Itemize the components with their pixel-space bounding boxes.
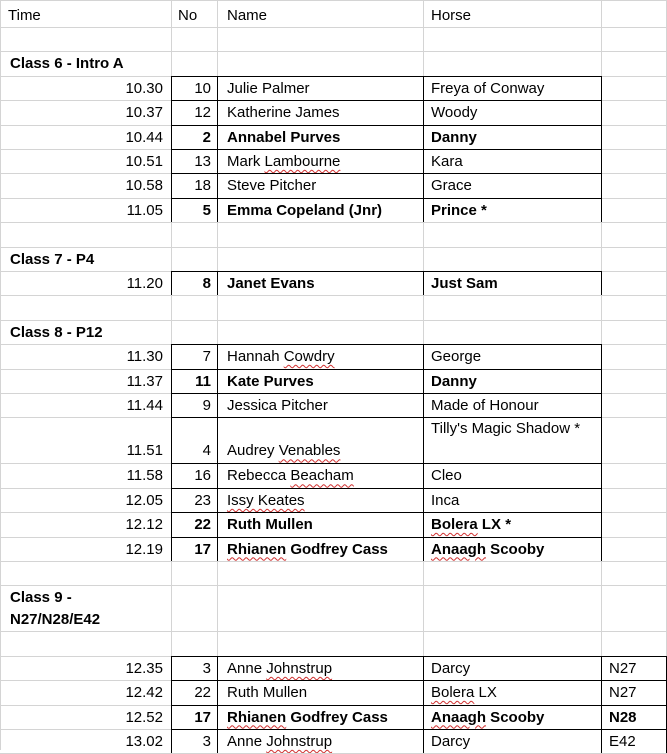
- entry-horse: Bolera LX: [431, 684, 497, 702]
- entry-horse: Danny: [431, 128, 477, 146]
- grid-row-line: [0, 51, 667, 52]
- entry-row-divider: [171, 729, 667, 730]
- entry-time: 11.20: [126, 275, 163, 292]
- entry-rider-name: Janet Evans: [227, 275, 315, 292]
- entry-column-divider: [423, 344, 424, 562]
- grid-row-line: [0, 631, 667, 632]
- entry-horse: Grace: [431, 177, 472, 195]
- entry-number: 4: [202, 442, 211, 460]
- spellcheck-underline: Beacham: [290, 467, 354, 485]
- entry-number: 3: [202, 733, 211, 750]
- entry-time: 12.19: [125, 540, 163, 558]
- spellcheck-underline: Venables: [278, 442, 341, 460]
- spellcheck-underline: Johnstrup: [266, 733, 333, 750]
- entry-horse: George: [431, 348, 482, 366]
- spellcheck-underline: Rhianen: [227, 540, 287, 558]
- entry-number: 5: [202, 201, 211, 219]
- entry-time: 11.37: [126, 372, 163, 390]
- class-title: Class 9 -: [10, 589, 72, 607]
- entry-test-code: N27: [609, 659, 637, 677]
- class-title: N27/N28/E42: [10, 611, 101, 629]
- entry-horse: Darcy: [431, 659, 471, 677]
- entry-row-divider: [171, 198, 602, 199]
- entry-horse: Anaagh Scooby: [431, 708, 545, 726]
- grid-row-line: [0, 0, 667, 1]
- entry-row-divider: [171, 271, 602, 272]
- class-title: Class 6 - Intro A: [10, 55, 124, 73]
- entry-number: 3: [202, 659, 211, 677]
- entry-number: 17: [194, 708, 211, 726]
- entry-column-divider: [217, 344, 218, 562]
- entry-rider-name: Kate Purves: [227, 372, 314, 390]
- entry-time: 11.58: [126, 467, 163, 485]
- entry-column-divider: [423, 271, 424, 296]
- entry-column-divider: [217, 76, 218, 223]
- entry-number: 22: [194, 516, 211, 534]
- grid-row-line: [0, 561, 667, 562]
- entry-column-divider: [601, 656, 602, 754]
- spellcheck-underline: Bolera: [431, 684, 475, 702]
- entry-horse: Kara: [431, 153, 463, 170]
- entry-rider-name: Rhianen Godfrey Cass: [227, 708, 388, 726]
- entry-rider-name: Katherine James: [227, 104, 340, 122]
- entry-rider-name: Mark Lambourne: [227, 153, 341, 170]
- entry-test-code: N28: [609, 708, 637, 726]
- entry-horse: Darcy: [431, 733, 471, 750]
- entry-number: 12: [194, 104, 211, 122]
- header-name: Name: [227, 7, 268, 24]
- entry-number: 9: [202, 397, 211, 414]
- entry-rider-name: Rebecca Beacham: [227, 467, 354, 485]
- grid-row-line: [0, 222, 667, 223]
- entry-time: 10.44: [125, 128, 163, 146]
- entry-horse: Inca: [431, 491, 460, 509]
- entry-block-border: [171, 76, 602, 223]
- header-no: No: [178, 7, 198, 24]
- entry-horse: Prince *: [431, 201, 487, 219]
- entry-rider-name: Audrey Venables: [227, 442, 341, 460]
- entry-time: 11.30: [126, 348, 163, 366]
- entry-number: 8: [202, 275, 211, 292]
- entry-time: 10.51: [125, 153, 163, 170]
- header-time: Time: [8, 7, 41, 24]
- entry-rider-name: Anne Johnstrup: [227, 659, 333, 677]
- entry-time: 11.44: [126, 397, 163, 414]
- entry-row-divider: [171, 537, 602, 538]
- entry-rider-name: Anne Johnstrup: [227, 733, 333, 750]
- entry-rider-name: Hannah Cowdry: [227, 348, 335, 366]
- class-title: Class 8 - P12: [10, 323, 103, 341]
- entry-horse: Made of Honour: [431, 397, 539, 414]
- grid-row-line: [0, 320, 667, 321]
- entry-column-divider: [423, 76, 424, 223]
- entry-rider-name: Steve Pitcher: [227, 177, 317, 195]
- entry-block-border: [171, 656, 667, 754]
- entry-rider-name: Annabel Purves: [227, 128, 341, 146]
- entry-time: 10.58: [125, 177, 163, 195]
- spellcheck-underline: Bolera: [431, 516, 478, 534]
- spellcheck-underline: Issy Keates: [227, 491, 305, 509]
- entry-rider-name: Jessica Pitcher: [227, 397, 328, 414]
- class-title: Class 7 - P4: [10, 250, 95, 268]
- entry-number: 11: [195, 372, 211, 390]
- entry-test-code: N27: [609, 684, 637, 702]
- grid-row-line: [0, 247, 667, 248]
- entry-time: 11.05: [126, 201, 163, 219]
- spellcheck-underline: Cowdry: [283, 348, 335, 366]
- entry-rider-name: Ruth Mullen: [227, 516, 313, 534]
- entry-number: 23: [194, 491, 211, 509]
- entry-block-border: [171, 271, 602, 296]
- spellcheck-underline: Anaagh: [431, 540, 487, 558]
- entry-column-divider: [217, 271, 218, 296]
- entry-number: 13: [194, 153, 211, 170]
- entry-horse: Bolera LX *: [431, 516, 512, 534]
- entry-number: 18: [194, 177, 211, 195]
- entry-time: 13.02: [125, 733, 163, 750]
- entry-time: 10.30: [125, 79, 163, 97]
- entry-number: 2: [202, 128, 211, 146]
- entry-rider-name: Emma Copeland (Jnr): [227, 201, 383, 219]
- entry-time: 12.52: [125, 708, 163, 726]
- spellcheck-underline: Johnstrup: [266, 659, 333, 677]
- entry-test-code: E42: [609, 733, 636, 750]
- entry-block-border: [171, 344, 602, 562]
- entry-rider-name: Julie Palmer: [227, 79, 310, 97]
- entry-number: 22: [194, 684, 211, 702]
- entry-horse: Woody: [431, 104, 478, 122]
- entry-time: 12.42: [125, 684, 163, 702]
- entry-horse: Tilly's Magic Shadow *: [431, 420, 581, 438]
- spellcheck-underline: Anaagh: [431, 708, 487, 726]
- entry-time: 11.51: [126, 442, 163, 460]
- entry-horse: Cleo: [431, 467, 462, 485]
- entry-horse: Anaagh Scooby: [431, 540, 545, 558]
- entry-column-divider: [423, 656, 424, 754]
- entry-column-divider: [217, 656, 218, 754]
- entry-number: 16: [194, 467, 211, 485]
- entry-number: 17: [194, 540, 211, 558]
- entry-horse: Danny: [431, 372, 477, 390]
- entry-time: 12.12: [125, 516, 163, 534]
- entry-number: 10: [194, 79, 211, 97]
- grid-row-line: [0, 27, 667, 28]
- entry-time: 12.05: [125, 491, 163, 509]
- entry-number: 7: [202, 348, 211, 366]
- entry-horse: Freya of Conway: [431, 79, 545, 97]
- header-horse: Horse: [431, 7, 472, 24]
- entry-rider-name: Ruth Mullen: [227, 684, 308, 702]
- entry-horse: Just Sam: [431, 275, 498, 292]
- spellcheck-underline: Rhianen: [227, 708, 287, 726]
- entry-rider-name: Rhianen Godfrey Cass: [227, 540, 388, 558]
- entry-time: 12.35: [125, 659, 163, 677]
- spellcheck-underline: Lambourne: [264, 153, 341, 170]
- entry-time: 10.37: [125, 104, 163, 122]
- grid-row-line: [0, 295, 667, 296]
- grid-row-line: [0, 585, 667, 586]
